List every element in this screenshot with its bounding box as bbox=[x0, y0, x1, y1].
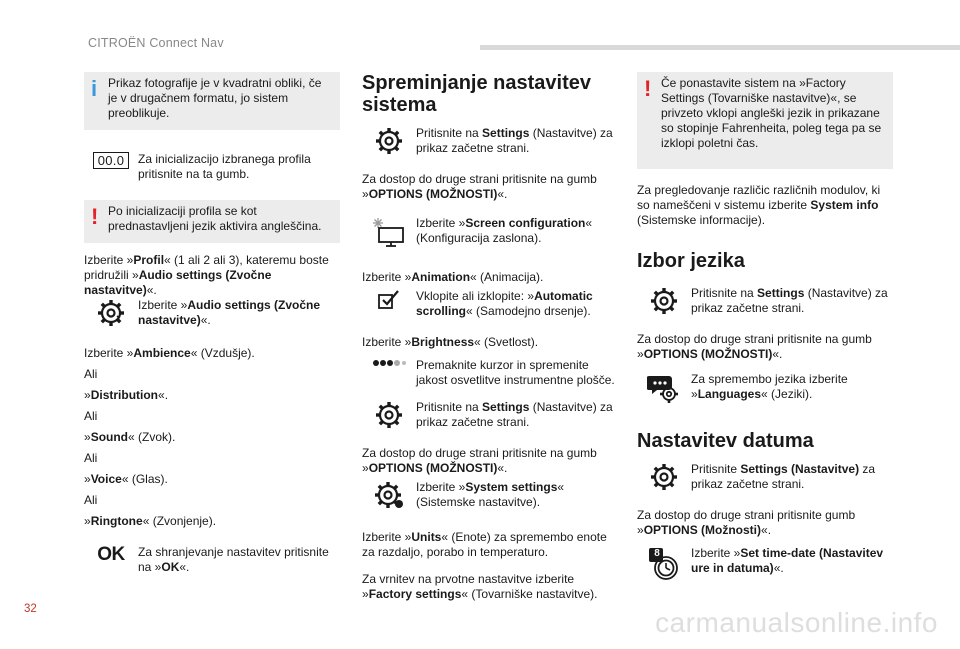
section-heading-system: Spreminjanje nastavitev sistema bbox=[362, 72, 591, 116]
settings-text: Pritisnite na Settings (Nastavitve) za prikaz začetne strani. bbox=[416, 400, 613, 429]
profile-init-row bbox=[84, 152, 340, 182]
slider-dots-icon bbox=[372, 358, 406, 368]
save-text: Za shranjevanje nastavitev pritisnite na »OK«. bbox=[138, 545, 329, 574]
autoscroll-text: Vklopite ali izklopite: »Automatic scrolling« (Samodejno drsenje). bbox=[416, 289, 593, 318]
or-text: Ali bbox=[84, 367, 98, 381]
column-3 bbox=[637, 72, 893, 582]
header-title: CITROËN Connect Nav bbox=[88, 36, 224, 50]
profile-init-text: Za inicializacijo izbranega profila pritisnite na ta gumb. bbox=[138, 152, 311, 181]
options-text: Za dostop do druge strani pritisnite gumb »OPTIONS (Možnosti)«. bbox=[637, 508, 856, 537]
or-text: Ali bbox=[84, 409, 98, 423]
language-gear-icon bbox=[647, 372, 681, 404]
system-settings-row bbox=[362, 480, 618, 510]
system-settings-text: Izberite »System settings« (Sistemske nastavitve). bbox=[416, 480, 565, 509]
header-bar bbox=[480, 45, 960, 50]
column-2 bbox=[362, 72, 618, 602]
settings-row bbox=[362, 400, 618, 430]
ok-icon: OK bbox=[97, 544, 125, 565]
animation-text: Izberite »Animation« (Animacija). bbox=[362, 270, 544, 284]
watermark: carmanualsonline.info bbox=[655, 607, 938, 638]
system-info-text: Za pregledovanje različic različnih modulov, ki so nameščeni v sistemu izberite System info (Sistemske informacije). bbox=[637, 183, 881, 227]
options-text: Za dostop do druge strani pritisnite na gumb »OPTIONS (MOŽNOSTI)«. bbox=[637, 332, 872, 361]
slider-text: Premaknite kurzor in spremenite jakost osvetlitve instrumentne plošče. bbox=[416, 358, 615, 387]
voice-text: »Voice« (Glas). bbox=[84, 472, 168, 486]
system-gear-icon bbox=[373, 480, 405, 510]
save-row bbox=[84, 545, 340, 575]
distribution-text: »Distribution«. bbox=[84, 388, 169, 402]
calendar-day-label: 8 bbox=[654, 548, 660, 559]
gear-icon bbox=[374, 126, 404, 156]
languages-text: Za spremembo jezika izberite »Languages« (Jeziki). bbox=[691, 372, 848, 401]
warning-icon: ! bbox=[644, 76, 652, 101]
warning-icon: ! bbox=[91, 204, 99, 229]
sound-text: »Sound« (Zvok). bbox=[84, 430, 176, 444]
factory-text: Za vrnitev na prvotne nastavitve izberite »Factory settings« (Tovarniške nastavitve). bbox=[362, 572, 598, 601]
warning-note bbox=[637, 72, 893, 169]
warning-note-text: Po inicializaciji profila se kot prednastavljeni jezik aktivira angleščina. bbox=[108, 204, 322, 233]
set-date-row bbox=[637, 546, 893, 582]
section-heading-language: Izbor jezika bbox=[637, 250, 745, 272]
units-text: Izberite »Units« (Enote) za spremembo enote za razdaljo, porabo in temperaturo. bbox=[362, 530, 607, 559]
options-text: Za dostop do druge strani pritisnite na gumb »OPTIONS (MOŽNOSTI)«. bbox=[362, 172, 597, 201]
settings-row bbox=[637, 462, 893, 492]
column-1 bbox=[84, 72, 340, 575]
section-heading-date: Nastavitev datuma bbox=[637, 430, 814, 452]
gear-icon bbox=[374, 400, 404, 430]
ringtone-text: »Ringtone« (Zvonjenje). bbox=[84, 514, 217, 528]
brightness-slider-row bbox=[362, 358, 618, 388]
warning-note bbox=[84, 200, 340, 243]
audio-settings-text: Izberite »Audio settings (Zvočne nastavitve)«. bbox=[138, 298, 321, 327]
gear-icon bbox=[649, 462, 679, 492]
page-number: 32 bbox=[24, 603, 37, 615]
info-note-text: Prikaz fotografije je v kvadratni obliki, če je v drugačnem formatu, jo sistem preoblikuje. bbox=[108, 76, 322, 120]
audio-settings-row bbox=[84, 298, 340, 328]
info-icon: i bbox=[91, 76, 98, 101]
screen-config-text: Izberite »Screen configuration« (Konfiguracija zaslona). bbox=[416, 216, 593, 245]
settings-text: Pritisnite na Settings (Nastavitve) za prikaz začetne strani. bbox=[691, 286, 888, 315]
info-note bbox=[84, 72, 340, 130]
warning-note-text: Če ponastavite sistem na »Factory Settings (Tovarniške nastavitve)«, se privzeto vklopi angleški jezik in prikazane so stopinje Fahrenheita, poleg tega pa se izklopi poletni čas. bbox=[661, 76, 882, 150]
counter-icon: 00.0 bbox=[93, 152, 130, 169]
audio-gear-icon bbox=[96, 298, 126, 328]
options-text: Za dostop do druge strani pritisnite na gumb »OPTIONS (MOŽNOSTI)«. bbox=[362, 446, 597, 475]
autoscroll-row bbox=[362, 289, 618, 319]
brightness-text: Izberite »Brightness« (Svetlost). bbox=[362, 335, 539, 349]
ambience-text: Izberite »Ambience« (Vzdušje). bbox=[84, 346, 255, 360]
settings-text: Pritisnite na Settings (Nastavitve) za prikaz začetne strani. bbox=[416, 126, 613, 155]
gear-icon bbox=[649, 286, 679, 316]
settings-text: Pritisnite Settings (Nastavitve) za prikaz začetne strani. bbox=[691, 462, 876, 491]
screen-brightness-icon bbox=[372, 216, 406, 248]
settings-row bbox=[637, 286, 893, 316]
select-profile-text: Izberite »Profil« (1 ali 2 ali 3), kateremu boste pridružili »Audio settings (Zvočne nastavitve)«. bbox=[84, 253, 329, 297]
checkbox-icon bbox=[377, 289, 401, 311]
settings-row bbox=[362, 126, 618, 156]
or-text: Ali bbox=[84, 451, 98, 465]
screen-config-row bbox=[362, 216, 618, 248]
languages-row bbox=[637, 372, 893, 404]
or-text: Ali bbox=[84, 493, 98, 507]
set-date-text: Izberite »Set time-date (Nastavitev ure in datuma)«. bbox=[691, 546, 884, 575]
